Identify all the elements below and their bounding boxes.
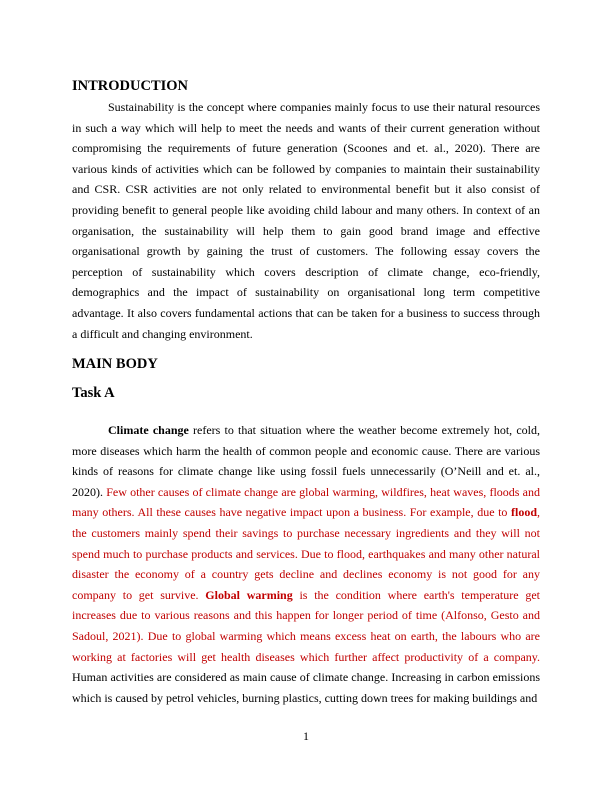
page-number: 1 (303, 729, 309, 743)
term-global-warming: Global warming (205, 587, 293, 602)
introduction-heading: INTRODUCTION (72, 78, 189, 94)
task-a-text-2: Human activities are considered as main cause of climate change. Increasing in carbon emissions which is caused by petrol vehicles, burning plastics, cutting down trees for making buildings and (72, 670, 540, 705)
introduction-paragraph: Sustainability is the concept where companies mainly focus to use their natural resources in such a way which will help to meet the needs and wants of their current generation without compromising the requirements of future generation (Scoones and et. al., 2020). There are various kinds of activities which can be followed by companies to maintain their sustainability and CSR. CSR activities are not only related to environmental benefit but it also consist of providing benefit to general people like avoiding child labour and many others. In context of an organisation, the sustainability will help them to gain good brand image and effective organisational growth by gaining the trust of customers. The following essay covers the perception of sustainability which covers description of climate change, eco-friendly, demographics and the impact of sustainability on organisational long term competitive advantage. It also covers fundamental actions that can be taken for a business to success through a difficult and changing environment. (72, 100, 540, 341)
task-a-heading: Task A (72, 385, 115, 401)
task-a-paragraph (72, 420, 540, 708)
task-a-highlight-3: is the condition where earth's temperature get increases due to various reasons and this happen for longer period of time (Alfonso, Gesto and Sadoul, 2021). Due to global warming which means excess heat on earth, the labours who are working at factories will get health diseases which further affect productivity of a company. (72, 587, 540, 664)
main-body-heading: MAIN BODY (72, 356, 158, 372)
task-a-highlight-2: , the customers mainly spend their savings to purchase necessary ingredients and they will not spend much to purchase products and services. Due to flood, earthquakes and many other natural disaster the economy of a country gets decline and declines economy is not good for any company to get survive. (72, 505, 540, 602)
term-climate-change: Climate change (108, 423, 189, 437)
term-flood: flood (510, 505, 537, 520)
task-a-text-1: refers to that situation where the weather become extremely hot, cold, more diseases which harm the health of common people and economic cause. There are various kinds of reasons for climate change like using fossil fuels unnecessarily (O’Neill and et. al., 2020). (72, 423, 541, 499)
task-a-highlight-1: Few other causes of climate change are global warming, wildfires, heat waves, floods and many others. All these causes have negative impact upon a business. For example, due to (72, 484, 541, 520)
